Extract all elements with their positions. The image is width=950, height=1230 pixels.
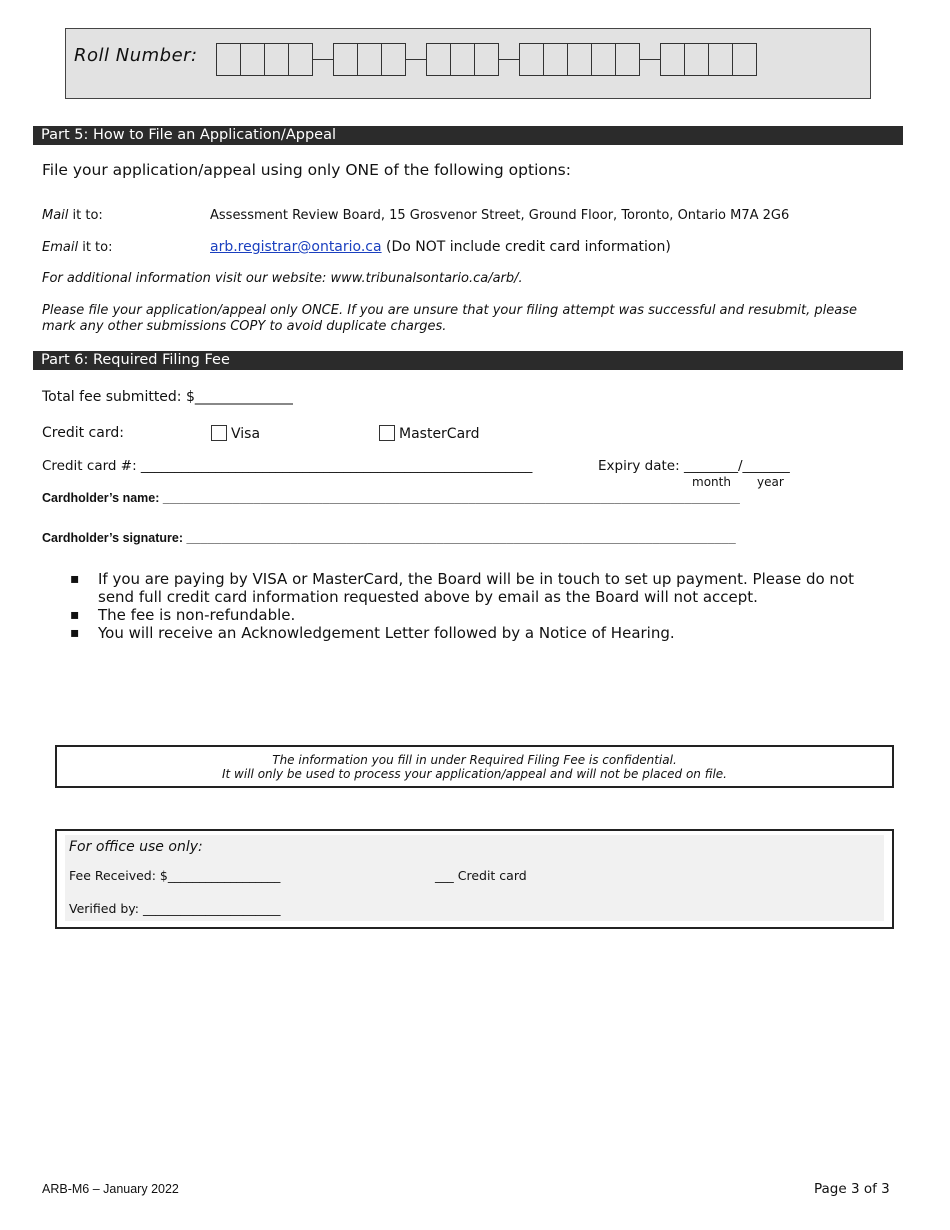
- mastercard-label: MasterCard: [399, 426, 480, 442]
- roll-number-group: [660, 43, 757, 76]
- email-label: Email it to:: [42, 240, 113, 255]
- page-number: Page 3 of 3: [814, 1181, 890, 1197]
- confidential-notice: [55, 745, 894, 788]
- roll-number-group: [519, 43, 640, 76]
- roll-number-digit[interactable]: [708, 43, 733, 76]
- roll-number-digit[interactable]: [333, 43, 358, 76]
- roll-number-fields: [216, 43, 757, 76]
- email-link[interactable]: arb.registrar@ontario.ca: [210, 239, 382, 255]
- email-line: [210, 239, 671, 255]
- expiry-field[interactable]: Expiry date: ________/_______: [598, 458, 790, 474]
- fee-notes: [42, 570, 892, 642]
- office-credit-card: ___ Credit card: [435, 868, 527, 883]
- year-label: year: [757, 475, 784, 489]
- roll-number-separator: [406, 59, 426, 60]
- roll-number-digit[interactable]: [426, 43, 451, 76]
- roll-number-digit[interactable]: [288, 43, 313, 76]
- roll-number-separator: [640, 59, 660, 60]
- once-note-line2: mark any other submissions COPY to avoid duplicate charges.: [42, 319, 447, 334]
- total-fee-field[interactable]: Total fee submitted: $______________: [42, 389, 293, 405]
- once-note-line1: Please file your application/appeal only ONCE. If you are unsure that your filing attempt was successful and resubmit, please: [42, 303, 857, 318]
- roll-number-separator: [499, 59, 519, 60]
- roll-number-digit[interactable]: [519, 43, 544, 76]
- bullet-item: ▪ If you are paying by VISA or MasterCard, the Board will be in touch to set up payment. Please do not send full credit card information requested above by email as the Board will not accept.: [42, 570, 892, 606]
- bullet-item: ▪ The fee is non-refundable.: [42, 606, 892, 624]
- cc-number-field[interactable]: Credit card #: __________________________________________________________: [42, 458, 533, 474]
- form-id: ARB-M6 – January 2022: [42, 1182, 179, 1196]
- office-use-panel: [65, 835, 884, 921]
- roll-number-digit[interactable]: [450, 43, 475, 76]
- mastercard-option[interactable]: [379, 425, 480, 442]
- roll-number-digit[interactable]: [240, 43, 265, 76]
- cardholder-signature-field[interactable]: Cardholder’s signature: _______________________________________________________________________________: [42, 531, 736, 545]
- roll-number-digit[interactable]: [732, 43, 757, 76]
- roll-number-digit[interactable]: [684, 43, 709, 76]
- roll-number-box: [65, 28, 871, 99]
- roll-number-digit[interactable]: [381, 43, 406, 76]
- roll-number-digit[interactable]: [474, 43, 499, 76]
- email-note: (Do NOT include credit card information): [381, 239, 671, 255]
- roll-number-digit[interactable]: [591, 43, 616, 76]
- roll-number-digit[interactable]: [357, 43, 382, 76]
- bullet-item: ▪ You will receive an Acknowledgement Letter followed by a Notice of Hearing.: [42, 624, 892, 642]
- roll-number-group: [216, 43, 313, 76]
- fee-received-field: Fee Received: $__________________: [69, 868, 281, 883]
- part5-header: Part 5: How to File an Application/Appeal: [33, 126, 903, 145]
- roll-number-digit[interactable]: [567, 43, 592, 76]
- roll-number-digit[interactable]: [264, 43, 289, 76]
- roll-number-digit[interactable]: [216, 43, 241, 76]
- office-title: For office use only:: [69, 839, 203, 855]
- mail-label: Mail it to:: [42, 208, 103, 223]
- roll-number-separator: [313, 59, 333, 60]
- credit-card-label: Credit card:: [42, 425, 124, 441]
- visa-label: Visa: [231, 426, 261, 442]
- part5-intro: File your application/appeal using only ONE of the following options:: [42, 161, 571, 179]
- cardholder-name-field[interactable]: Cardholder’s name: ___________________________________________________________________________________: [42, 491, 740, 505]
- roll-number-digit[interactable]: [543, 43, 568, 76]
- website-note: For additional information visit our website: www.tribunalsontario.ca/arb/.: [42, 271, 523, 286]
- roll-number-group: [426, 43, 499, 76]
- roll-number-label: Roll Number:: [74, 45, 198, 66]
- roll-number-digit[interactable]: [660, 43, 685, 76]
- visa-option[interactable]: [211, 425, 260, 442]
- confidential-line1: The information you fill in under Required Filing Fee is confidential.: [272, 753, 677, 767]
- roll-number-digit[interactable]: [615, 43, 640, 76]
- visa-checkbox[interactable]: [211, 425, 227, 441]
- mail-address: Assessment Review Board, 15 Grosvenor Street, Ground Floor, Toronto, Ontario M7A 2G6: [210, 208, 790, 223]
- office-use-box: [55, 829, 894, 929]
- part6-header: Part 6: Required Filing Fee: [33, 351, 903, 370]
- confidential-line2: It will only be used to process your application/appeal and will not be placed on file.: [222, 767, 727, 781]
- verified-by-field: Verified by: ______________________: [69, 901, 281, 916]
- mastercard-checkbox[interactable]: [379, 425, 395, 441]
- roll-number-group: [333, 43, 406, 76]
- month-label: month: [692, 475, 731, 489]
